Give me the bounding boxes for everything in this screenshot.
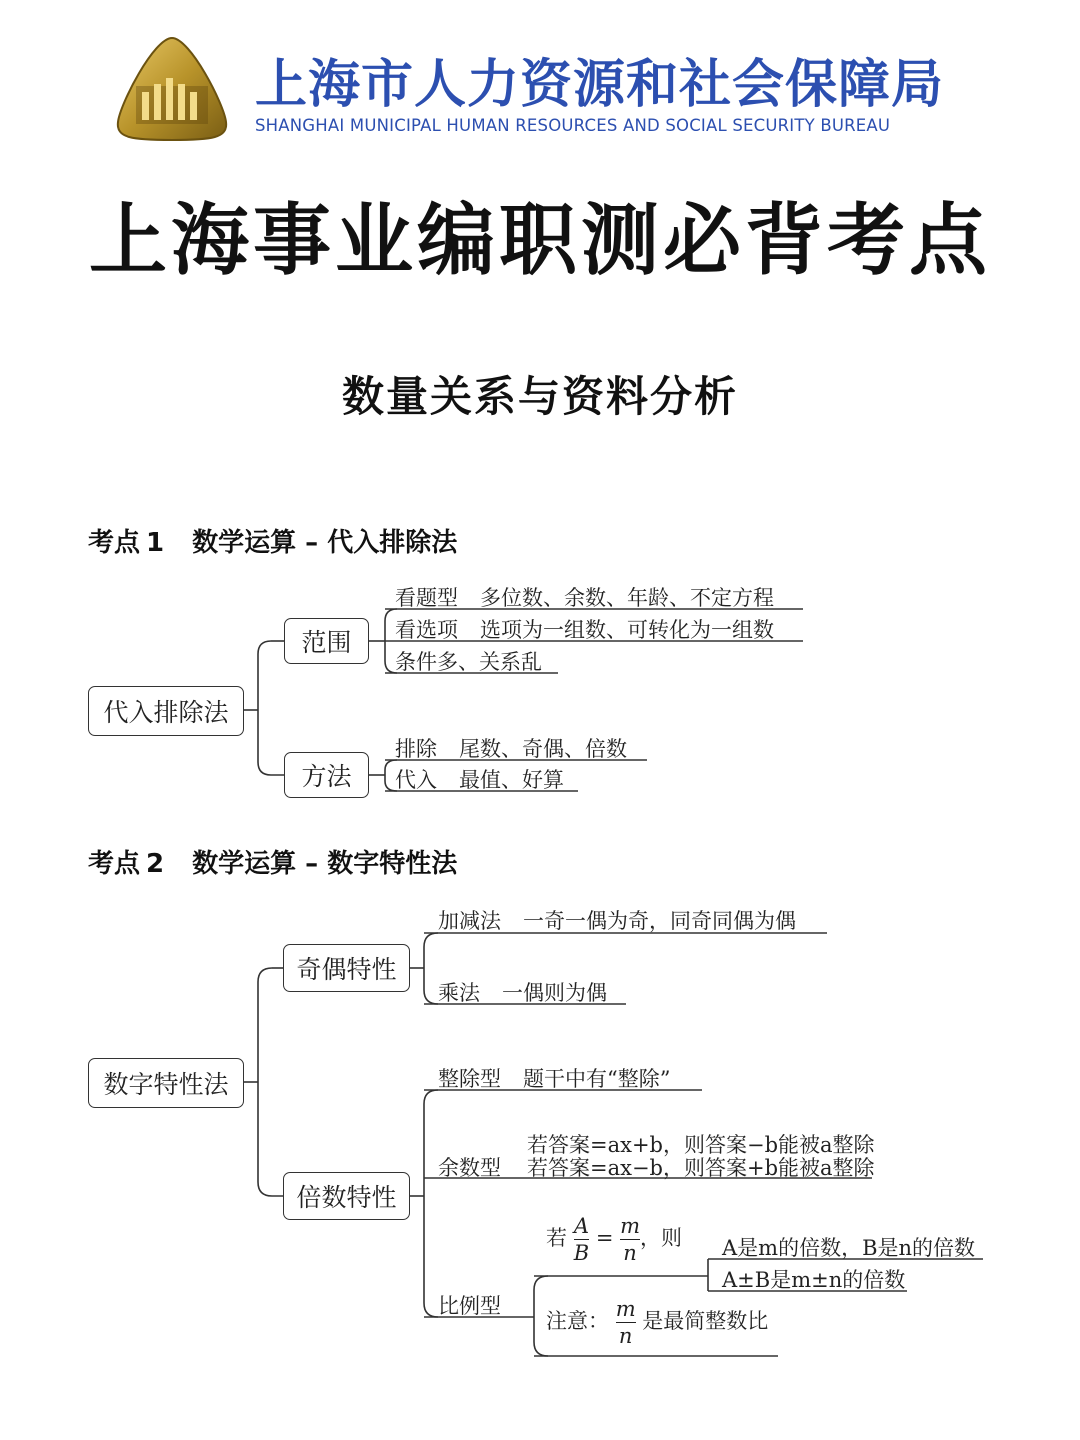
leaf-yushu-key: 余数型 <box>438 1156 501 1180</box>
leaf-key: 乘法 <box>438 981 480 1005</box>
note-num-m: m <box>615 1297 636 1321</box>
section-1-title <box>88 522 457 559</box>
section-2-number: 2 <box>146 849 165 879</box>
fraction-m-over-n <box>620 1215 640 1264</box>
mindmap-root-2: 数字特性法 <box>88 1058 244 1108</box>
logo-emblem-icon <box>112 34 232 144</box>
leaf-bili-key: 比例型 <box>438 1294 501 1318</box>
leaf-value: 一偶则为偶 <box>502 981 607 1005</box>
leaf-yushu-line1: 若答案=ax+b，则答案−b能被a整除 <box>527 1133 875 1157</box>
node-fangfa: 方法 <box>284 752 369 798</box>
section-2-title <box>88 843 457 880</box>
node-jiou: 奇偶特性 <box>283 944 410 992</box>
leaf-value: 最值、好算 <box>459 768 564 792</box>
page-title: 上海事业编职测必背考点 <box>88 196 991 286</box>
leaf-yushu-line2: 若答案=ax−b，则答案+b能被a整除 <box>527 1156 875 1180</box>
note-prefix: 注意： <box>546 1309 609 1334</box>
fraction-a-over-b <box>574 1215 589 1264</box>
leaf-value: 多位数、余数、年龄、不定方程 <box>480 586 774 610</box>
leaf-value: 选项为一组数、可转化为一组数 <box>480 618 774 642</box>
leaf-bili-result2: A±B是m±n的倍数 <box>722 1268 906 1292</box>
leaf-kan-xuanxiang <box>395 614 774 644</box>
leaf-key: 排除 <box>395 737 437 761</box>
frac-num-a: A <box>573 1214 589 1238</box>
leaf-value: 题干中有“整除” <box>523 1067 671 1091</box>
leaf-key: 看选项 <box>395 618 458 642</box>
mindmap-root-1: 代入排除法 <box>88 686 244 736</box>
leaf-key: 整除型 <box>438 1067 501 1091</box>
leaf-key: 看题型 <box>395 586 458 610</box>
leaf-dairu <box>395 764 564 794</box>
section-2-text: 数学运算 – 数字特性法 <box>192 849 458 879</box>
leaf-value: 一奇一偶为奇，同奇同偶为偶 <box>523 909 796 933</box>
frac-den-b: B <box>573 1241 590 1266</box>
ratio-ze: ，则 <box>640 1226 683 1251</box>
page-subtitle: 数量关系与资料分析 <box>341 372 738 421</box>
ratio-condition <box>546 1215 682 1264</box>
leaf-chengfa <box>438 977 607 1007</box>
node-fanwei: 范围 <box>284 618 369 664</box>
leaf-kan-tixing <box>395 582 774 612</box>
leaf-key: 条件多、关系乱 <box>395 650 542 674</box>
section-1-label: 考点 <box>88 528 141 558</box>
ratio-ruo: 若 <box>546 1226 567 1251</box>
ratio-equals: = <box>595 1226 614 1251</box>
frac-den-n: n <box>623 1241 637 1266</box>
section-1-number: 1 <box>146 528 165 558</box>
leaf-bili-note <box>546 1298 768 1347</box>
fraction-note-m-over-n <box>616 1298 636 1347</box>
leaf-tiaojian <box>395 646 542 676</box>
node-beishu: 倍数特性 <box>283 1172 410 1220</box>
leaf-value: 尾数、奇偶、倍数 <box>459 737 627 761</box>
org-name-en: SHANGHAI MUNICIPAL HUMAN RESOURCES AND SOCIAL SECURITY BUREAU <box>255 116 891 135</box>
bureau-logo <box>112 34 232 144</box>
frac-num-m: m <box>620 1214 641 1238</box>
section-1-text: 数学运算 – 代入排除法 <box>192 528 458 558</box>
leaf-jiajian <box>438 905 796 935</box>
note-suffix: 是最简整数比 <box>642 1309 769 1334</box>
leaf-key: 代入 <box>395 768 437 792</box>
section-2-label: 考点 <box>88 849 141 879</box>
leaf-zhengchu <box>438 1063 670 1093</box>
leaf-key: 加减法 <box>438 909 501 933</box>
note-den-n: n <box>618 1324 633 1349</box>
org-name-cn: 上海市人力资源和社会保障局 <box>255 55 945 115</box>
leaf-bili-result1: A是m的倍数，B是n的倍数 <box>722 1236 976 1260</box>
leaf-paichu <box>395 733 627 763</box>
